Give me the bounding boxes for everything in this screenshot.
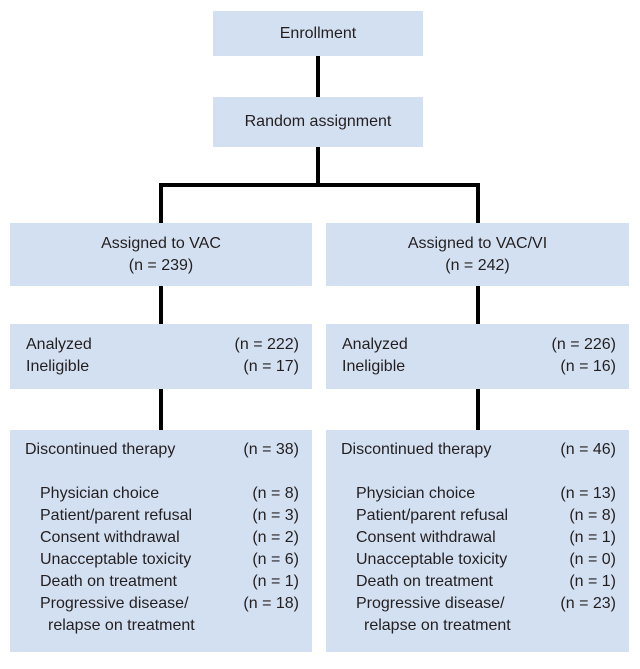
reason-value: (n = 0) bbox=[569, 551, 616, 568]
discontinued-box-vacvi bbox=[326, 430, 629, 652]
random-assignment-label: Random assignment bbox=[244, 113, 392, 130]
reason-value: (n = 1) bbox=[252, 573, 299, 590]
connector-random-branch bbox=[316, 147, 320, 183]
analysis-row bbox=[10, 356, 312, 378]
discontinued-value: (n = 46) bbox=[560, 441, 616, 458]
discontinued-title-row bbox=[10, 439, 312, 461]
random-assignment-box bbox=[213, 97, 423, 147]
reason-row bbox=[326, 505, 629, 527]
spacer bbox=[10, 461, 312, 483]
enrollment-label: Enrollment bbox=[279, 24, 357, 42]
analysis-row bbox=[326, 356, 629, 378]
reason-label: Physician choice bbox=[356, 485, 476, 502]
analysis-box-vacvi bbox=[326, 324, 629, 389]
reason-label: Death on treatment bbox=[356, 573, 493, 590]
assigned-vacvi-line2: (n = 242) bbox=[445, 256, 510, 274]
assigned-vac-line2: (n = 239) bbox=[128, 256, 194, 274]
reason-value: (n = 1) bbox=[569, 573, 616, 590]
discontinued-label: Discontinued therapy bbox=[341, 441, 492, 458]
reason-row bbox=[10, 593, 312, 615]
reason-label: relapse on treatment bbox=[48, 617, 195, 634]
branch-left-drop-line bbox=[159, 183, 163, 223]
reason-row-continuation bbox=[326, 615, 629, 637]
reason-row bbox=[326, 527, 629, 549]
analysis-label: Ineligible bbox=[26, 358, 90, 375]
reason-row bbox=[10, 549, 312, 571]
analysis-box-vac bbox=[10, 324, 312, 389]
reason-row bbox=[326, 593, 629, 615]
analysis-value: (n = 226) bbox=[551, 336, 616, 353]
reason-row bbox=[326, 571, 629, 593]
reason-label: Physician choice bbox=[40, 485, 160, 502]
analysis-label: Analyzed bbox=[342, 336, 408, 353]
reason-label: Patient/parent refusal bbox=[356, 507, 509, 524]
discontinued-label: Discontinued therapy bbox=[25, 441, 176, 458]
reason-label: Unacceptable toxicity bbox=[356, 551, 508, 568]
analysis-row bbox=[10, 334, 312, 356]
connector-vac-assigned-analyzed bbox=[159, 286, 163, 324]
discontinued-value: (n = 38) bbox=[243, 441, 299, 458]
enrollment-box bbox=[213, 11, 423, 56]
reason-value: (n = 8) bbox=[569, 507, 616, 524]
assigned-vac-line1: Assigned to VAC bbox=[101, 234, 221, 252]
reason-row bbox=[10, 483, 312, 505]
reason-row-continuation bbox=[10, 615, 312, 637]
discontinued-box-vac bbox=[10, 430, 312, 652]
reason-label: Progressive disease/ bbox=[356, 595, 505, 612]
analysis-value: (n = 16) bbox=[560, 358, 616, 375]
analysis-row bbox=[326, 334, 629, 356]
reason-value: (n = 2) bbox=[252, 529, 299, 546]
spacer bbox=[326, 461, 629, 483]
reason-label: Death on treatment bbox=[40, 573, 177, 590]
branch-right-drop-line bbox=[476, 183, 480, 223]
reason-row bbox=[10, 505, 312, 527]
connector-vac-analyzed-discontinued bbox=[159, 389, 163, 430]
reason-label: relapse on treatment bbox=[364, 617, 511, 634]
connector-vacvi-analyzed-discontinued bbox=[476, 389, 480, 430]
reason-row bbox=[10, 527, 312, 549]
reason-row bbox=[10, 571, 312, 593]
connector-vacvi-assigned-analyzed bbox=[476, 286, 480, 324]
reason-value: (n = 18) bbox=[243, 595, 299, 612]
analysis-value: (n = 222) bbox=[234, 336, 299, 353]
reason-label: Unacceptable toxicity bbox=[40, 551, 192, 568]
reason-label: Consent withdrawal bbox=[356, 529, 496, 546]
reason-label: Progressive disease/ bbox=[40, 595, 189, 612]
assigned-vacvi-line1: Assigned to VAC/VI bbox=[407, 234, 548, 252]
reason-value: (n = 13) bbox=[560, 485, 616, 502]
reason-value: (n = 3) bbox=[252, 507, 299, 524]
reason-value: (n = 1) bbox=[569, 529, 616, 546]
analysis-label: Ineligible bbox=[342, 358, 406, 375]
connector-enrollment-random bbox=[316, 56, 320, 97]
reason-value: (n = 6) bbox=[252, 551, 299, 568]
reason-label: Consent withdrawal bbox=[40, 529, 180, 546]
analysis-label: Analyzed bbox=[26, 336, 92, 353]
reason-row bbox=[326, 549, 629, 571]
assigned-box-vac bbox=[10, 223, 312, 286]
branch-horizontal-line bbox=[159, 183, 480, 187]
reason-row bbox=[326, 483, 629, 505]
reason-value: (n = 23) bbox=[560, 595, 616, 612]
reason-label: Patient/parent refusal bbox=[40, 507, 193, 524]
assigned-box-vacvi bbox=[326, 223, 629, 286]
reason-value: (n = 8) bbox=[252, 485, 299, 502]
discontinued-title-row bbox=[326, 439, 629, 461]
analysis-value: (n = 17) bbox=[243, 358, 299, 375]
